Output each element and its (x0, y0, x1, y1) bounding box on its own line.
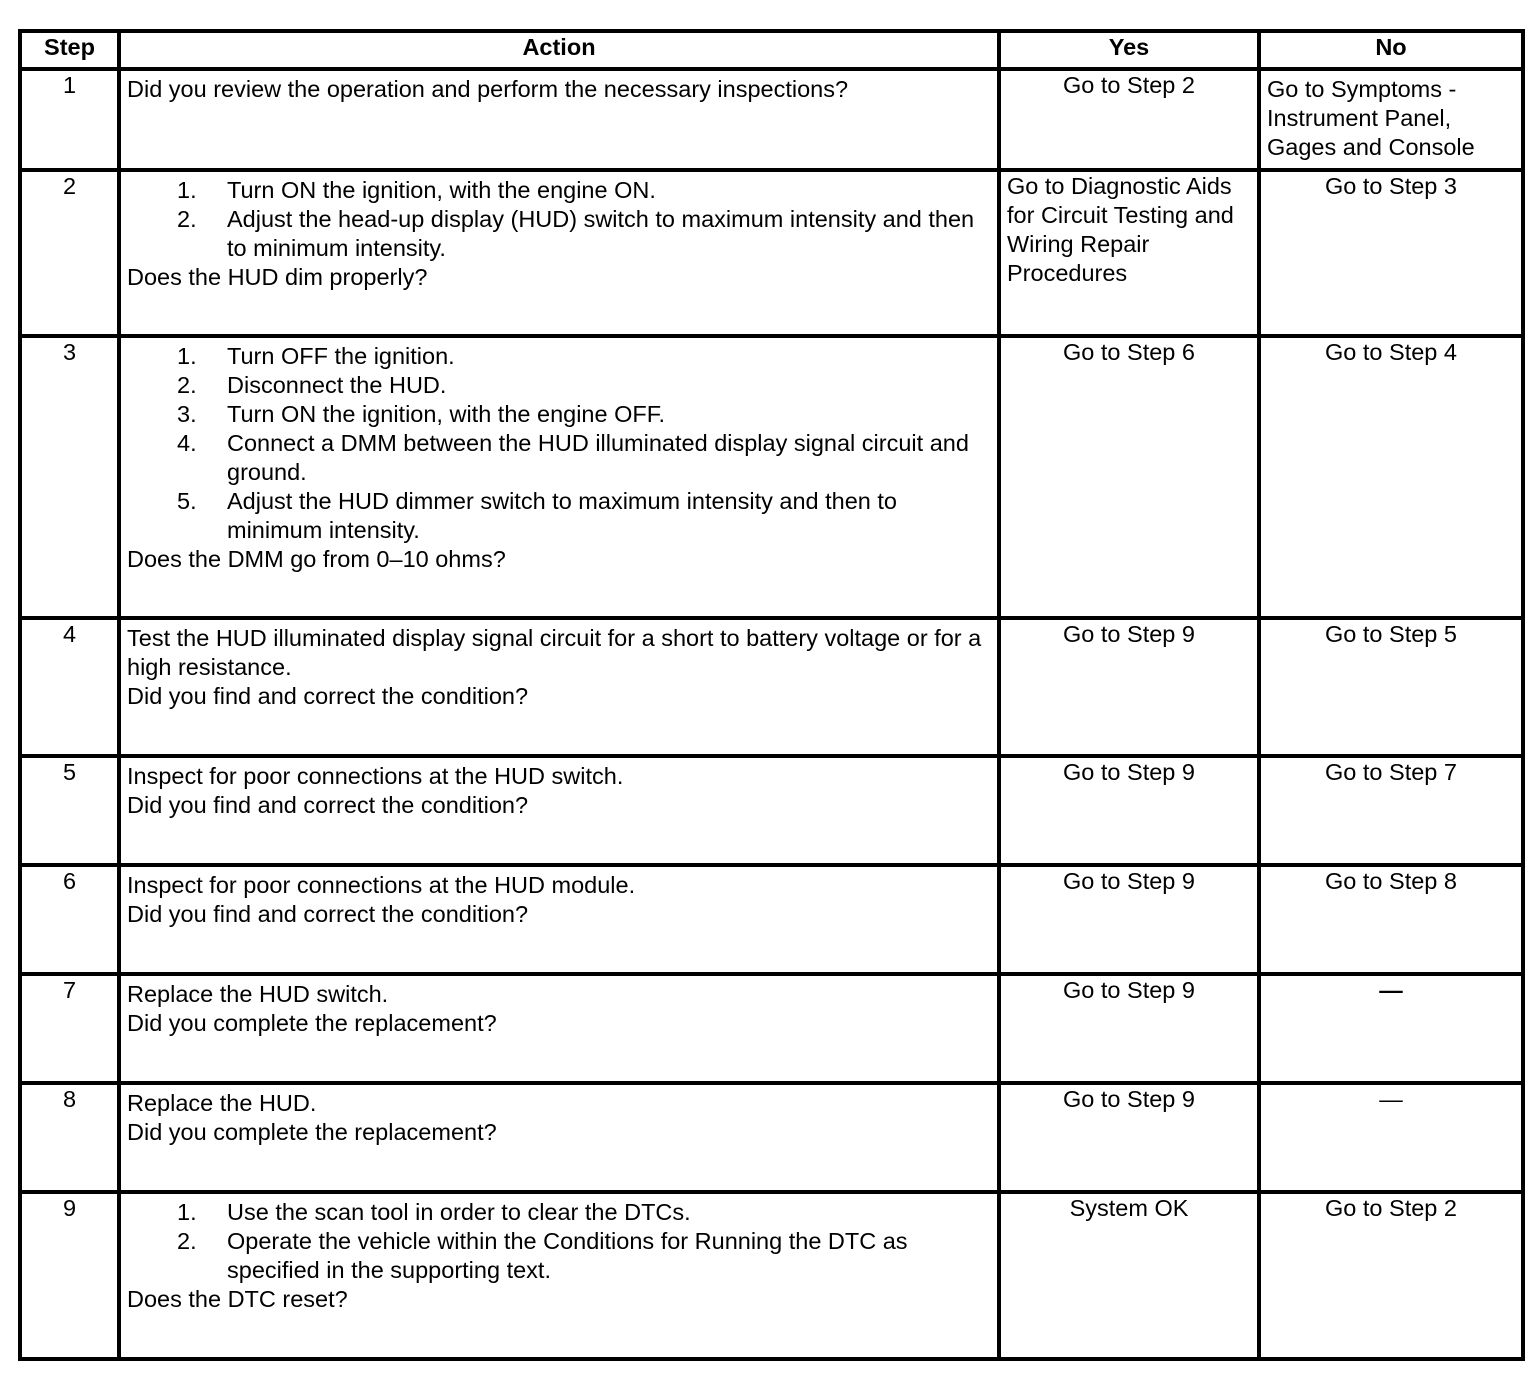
yes-cell (999, 865, 1259, 974)
step-number: 6 (20, 865, 119, 974)
action-cell (119, 336, 999, 618)
list-item: 4. Connect a DMM between the HUD illuminated display signal circuit and ground. (177, 430, 969, 485)
yes-text: Go to Step 9 (1063, 977, 1195, 1003)
yes-cell (999, 1083, 1259, 1192)
list-item: 2. Disconnect the HUD. (177, 372, 447, 398)
yes-text: Go to Step 9 (1063, 621, 1195, 647)
step-number: 5 (20, 756, 119, 865)
procedure-list (127, 1198, 991, 1285)
yes-text: Go to Step 9 (1063, 868, 1195, 894)
question-text: Does the HUD dim properly? (127, 264, 428, 290)
step-number: 7 (20, 974, 119, 1083)
yes-text: Go to Step 9 (1063, 759, 1195, 785)
yes-cell (999, 170, 1259, 336)
action-text: Inspect for poor connections at the HUD module. (127, 872, 636, 898)
action-cell (119, 69, 999, 170)
question-text: Does the DTC reset? (127, 1286, 348, 1312)
action-cell (119, 865, 999, 974)
table-row (20, 756, 1523, 865)
yes-text: Go to Step 2 (1063, 72, 1195, 98)
list-item: 3. Turn ON the ignition, with the engine OFF. (177, 401, 666, 427)
table-row (20, 1083, 1523, 1192)
step-number: 4 (20, 618, 119, 756)
action-text: Test the HUD illuminated display signal circuit for a short to battery voltage or for a high resistance. (127, 625, 982, 680)
action-cell (119, 974, 999, 1083)
table-row (20, 170, 1523, 336)
no-text: Go to Step 2 (1325, 1195, 1457, 1221)
list-item: 5. Adjust the HUD dimmer switch to maximum intensity and then to minimum intensity. (177, 488, 898, 543)
yes-text: System OK (1069, 1195, 1189, 1221)
procedure-list (127, 342, 991, 545)
no-cell (1259, 1192, 1523, 1359)
no-cell (1259, 974, 1523, 1083)
action-cell (119, 1083, 999, 1192)
table-row (20, 974, 1523, 1083)
yes-cell (999, 336, 1259, 618)
no-cell (1259, 618, 1523, 756)
action-cell (119, 618, 999, 756)
step-number: 1 (20, 69, 119, 170)
table-row (20, 865, 1523, 974)
procedure-list (127, 176, 991, 263)
no-text: Go to Symptoms - Instrument Panel, Gages and Console (1267, 76, 1475, 160)
step-number: 9 (20, 1192, 119, 1359)
yes-cell (999, 974, 1259, 1083)
no-cell (1259, 1083, 1523, 1192)
no-cell (1259, 69, 1523, 170)
header-row (20, 31, 1523, 69)
header-step: Step (20, 31, 119, 69)
diagnostic-table (18, 29, 1525, 1361)
list-item: 2. Adjust the head-up display (HUD) switch to maximum intensity and then to minimum intensity. (177, 206, 975, 261)
yes-text: Go to Diagnostic Aids for Circuit Testing and Wiring Repair Procedures (1007, 173, 1234, 286)
question-text: Did you find and correct the condition? (127, 901, 529, 927)
yes-cell (999, 756, 1259, 865)
question-text: Did you find and correct the condition? (127, 683, 529, 709)
yes-text: Go to Step 6 (1063, 339, 1195, 365)
action-cell (119, 1192, 999, 1359)
no-text: Go to Step 7 (1325, 759, 1457, 785)
action-text: Replace the HUD switch. (127, 981, 389, 1007)
no-dash: — (1379, 977, 1403, 1003)
list-item: 1. Turn OFF the ignition. (177, 343, 455, 369)
no-text: Go to Step 5 (1325, 621, 1457, 647)
no-text: Go to Step 4 (1325, 339, 1457, 365)
list-item: 1. Use the scan tool in order to clear the DTCs. (177, 1199, 691, 1225)
yes-cell (999, 1192, 1259, 1359)
list-item: 2. Operate the vehicle within the Conditions for Running the DTC as specified in the supporting text. (177, 1228, 908, 1283)
no-cell (1259, 865, 1523, 974)
table-row (20, 69, 1523, 170)
header-no: No (1259, 31, 1523, 69)
table-row (20, 1192, 1523, 1359)
action-text: Inspect for poor connections at the HUD switch. (127, 763, 624, 789)
yes-text: Go to Step 9 (1063, 1086, 1195, 1112)
question-text: Does the DMM go from 0–10 ohms? (127, 546, 506, 572)
question-text: Did you find and correct the condition? (127, 792, 529, 818)
question-text: Did you complete the replacement? (127, 1119, 497, 1145)
no-cell (1259, 756, 1523, 865)
yes-cell (999, 69, 1259, 170)
action-text: Did you review the operation and perform the necessary inspections? (127, 76, 849, 102)
action-cell (119, 170, 999, 336)
no-text: Go to Step 3 (1325, 173, 1457, 199)
list-item: 1. Turn ON the ignition, with the engine ON. (177, 177, 656, 203)
yes-cell (999, 618, 1259, 756)
table-row (20, 336, 1523, 618)
no-dash: — (1379, 1086, 1403, 1112)
header-action: Action (119, 31, 999, 69)
step-number: 3 (20, 336, 119, 618)
step-number: 8 (20, 1083, 119, 1192)
action-text: Replace the HUD. (127, 1090, 317, 1116)
table-row (20, 618, 1523, 756)
no-cell (1259, 336, 1523, 618)
step-number: 2 (20, 170, 119, 336)
action-cell (119, 756, 999, 865)
header-yes: Yes (999, 31, 1259, 69)
no-text: Go to Step 8 (1325, 868, 1457, 894)
no-cell (1259, 170, 1523, 336)
question-text: Did you complete the replacement? (127, 1010, 497, 1036)
